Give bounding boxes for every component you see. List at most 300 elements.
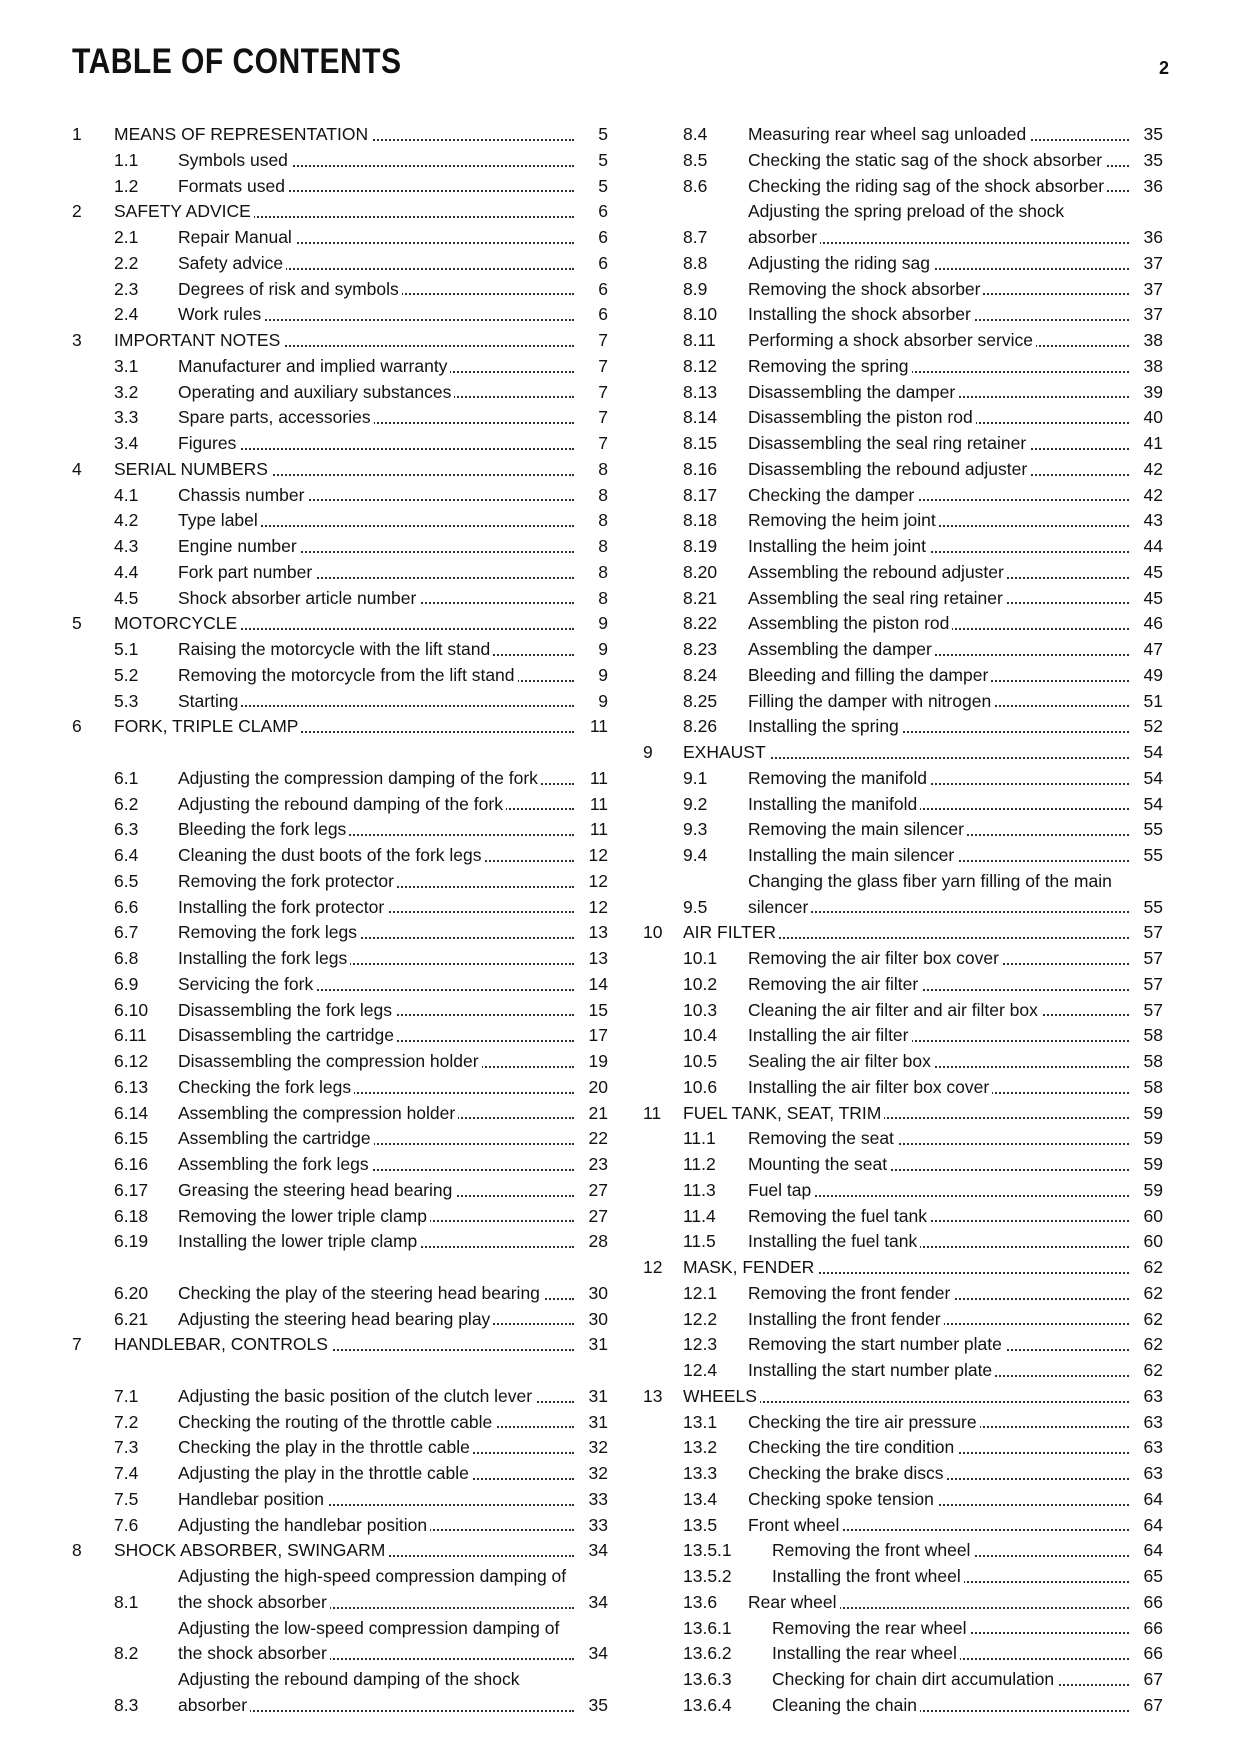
toc-entry-page: 5 bbox=[598, 149, 608, 170]
toc-entry-title bbox=[178, 1229, 578, 1255]
toc-section-entry[interactable] bbox=[72, 1616, 608, 1668]
toc-entry-title bbox=[748, 1049, 1133, 1075]
toc-entry-title-text: Checking the fork legs bbox=[178, 1077, 354, 1097]
toc-entry-title bbox=[178, 508, 578, 534]
toc-entry-page: 44 bbox=[1143, 536, 1163, 556]
toc-section-entry[interactable] bbox=[643, 1126, 1163, 1152]
toc-entry-title-text: FORK, TRIPLE CLAMP bbox=[114, 716, 301, 736]
toc-entry-title-text: HANDLEBAR, CONTROLS bbox=[114, 1334, 331, 1354]
toc-entry-title bbox=[178, 843, 578, 869]
toc-chapter-entry[interactable] bbox=[643, 1255, 1163, 1281]
toc-entry-title bbox=[772, 1641, 1133, 1667]
toc-section-entry[interactable] bbox=[643, 817, 1163, 843]
toc-entry-number: 8.15 bbox=[683, 433, 718, 453]
toc-entry-title-text: Adjusting the rebound damping of the shock absorber bbox=[178, 1669, 520, 1715]
toc-chapter-entry[interactable] bbox=[72, 1332, 608, 1358]
toc-entry-number: 7.6 bbox=[114, 1514, 139, 1535]
toc-entry-number: 7.4 bbox=[114, 1463, 139, 1483]
toc-entry-title-text: Removing the fork legs bbox=[178, 922, 360, 942]
toc-chapter-entry[interactable] bbox=[72, 328, 608, 354]
toc-entry-number: 7.5 bbox=[114, 1488, 139, 1509]
toc-section-entry[interactable] bbox=[643, 1332, 1163, 1358]
toc-entry-number: 4.1 bbox=[114, 484, 139, 505]
toc-entry-number: 8.8 bbox=[683, 252, 708, 273]
toc-entry-title bbox=[748, 431, 1133, 457]
toc-entry-title bbox=[748, 998, 1133, 1024]
toc-entry-title-text: Cleaning the air filter and air filter box bbox=[748, 1000, 1041, 1020]
toc-section-entry[interactable] bbox=[72, 1358, 608, 1410]
toc-section-entry[interactable] bbox=[643, 637, 1163, 663]
toc-entry-title-text: SERIAL NUMBERS bbox=[114, 459, 271, 479]
toc-entry-title-text: Symbols used bbox=[178, 150, 291, 170]
toc-entry-number: 6.14 bbox=[114, 1102, 149, 1123]
toc-section-entry[interactable] bbox=[643, 174, 1163, 200]
toc-entry-title bbox=[178, 302, 578, 328]
toc-entry-title bbox=[178, 1384, 578, 1410]
toc-entry-number: 5 bbox=[72, 613, 82, 634]
toc-entry-title-text: Bleeding the fork legs bbox=[178, 819, 349, 839]
toc-section-entry[interactable] bbox=[643, 843, 1163, 869]
toc-entry-title-text: Performing a shock absorber service bbox=[748, 330, 1036, 350]
toc-entry-number: 2.3 bbox=[114, 278, 139, 299]
toc-section-entry[interactable] bbox=[643, 534, 1163, 560]
toc-entry-page: 58 bbox=[1143, 1051, 1163, 1071]
toc-entry-title bbox=[114, 328, 578, 354]
toc-section-entry[interactable] bbox=[72, 560, 608, 586]
toc-section-entry[interactable] bbox=[72, 946, 608, 972]
toc-section-entry[interactable] bbox=[72, 1435, 608, 1461]
toc-entry-page: 6 bbox=[598, 227, 608, 247]
toc-section-entry[interactable] bbox=[643, 869, 1163, 921]
toc-entry-title bbox=[748, 508, 1133, 534]
toc-section-entry[interactable] bbox=[72, 663, 608, 689]
toc-entry-title-text: Work rules bbox=[178, 304, 264, 324]
toc-entry-title-text: Starting bbox=[178, 691, 241, 711]
toc-section-entry[interactable] bbox=[72, 1204, 608, 1230]
toc-section-entry[interactable] bbox=[72, 1126, 608, 1152]
toc-entry-title-text: Disassembling the piston rod bbox=[748, 407, 976, 427]
toc-entry-title-text: Shock absorber article number bbox=[178, 588, 419, 608]
toc-entry-title bbox=[178, 251, 578, 277]
toc-chapter-entry[interactable] bbox=[72, 1538, 608, 1564]
toc-entry-number: 6.10 bbox=[114, 999, 149, 1020]
toc-section-entry[interactable] bbox=[72, 1255, 608, 1307]
toc-entry-page: 7 bbox=[598, 330, 608, 350]
toc-entry-title-text: Adjusting the handlebar position bbox=[178, 1515, 430, 1535]
toc-entry-title bbox=[178, 1667, 578, 1719]
toc-section-entry[interactable] bbox=[643, 431, 1163, 457]
toc-section-entry[interactable] bbox=[643, 251, 1163, 277]
toc-entry-number: 10.3 bbox=[683, 999, 718, 1020]
toc-section-entry[interactable] bbox=[72, 354, 608, 380]
toc-section-entry[interactable] bbox=[643, 1564, 1163, 1590]
toc-entry-title-text: Mounting the seat bbox=[748, 1154, 890, 1174]
toc-entry-title-text: Assembling the piston rod bbox=[748, 613, 952, 633]
toc-entry-title bbox=[772, 1667, 1133, 1693]
toc-entry-title bbox=[748, 122, 1133, 148]
toc-section-entry[interactable] bbox=[643, 1049, 1163, 1075]
toc-section-entry[interactable] bbox=[72, 920, 608, 946]
toc-section-entry[interactable] bbox=[643, 1358, 1163, 1384]
toc-section-entry[interactable] bbox=[72, 302, 608, 328]
toc-entry-number: 10 bbox=[643, 922, 663, 943]
toc-entry-number: 9.2 bbox=[683, 793, 708, 814]
toc-entry-title bbox=[178, 972, 578, 998]
toc-entry-page: 59 bbox=[1143, 1154, 1163, 1174]
toc-entry-title-text: SAFETY ADVICE bbox=[114, 201, 254, 221]
toc-entry-number: 9.1 bbox=[683, 767, 708, 788]
toc-section-entry[interactable] bbox=[643, 946, 1163, 972]
toc-entry-page: 66 bbox=[1143, 1643, 1163, 1664]
toc-entry-page: 63 bbox=[1143, 1385, 1163, 1406]
toc-entry-title bbox=[748, 1410, 1133, 1436]
toc-entry-page: 20 bbox=[588, 1076, 608, 1097]
toc-section-entry[interactable] bbox=[643, 354, 1163, 380]
toc-section-entry[interactable] bbox=[72, 431, 608, 457]
toc-section-entry[interactable] bbox=[72, 1075, 608, 1101]
toc-entry-number: 11.3 bbox=[683, 1179, 716, 1200]
toc-entry-title bbox=[748, 328, 1133, 354]
toc-section-entry[interactable] bbox=[643, 1410, 1163, 1436]
toc-section-entry[interactable] bbox=[72, 586, 608, 612]
toc-entry-title bbox=[748, 1513, 1133, 1539]
toc-entry-page: 65 bbox=[1143, 1566, 1163, 1586]
toc-entry-title bbox=[748, 457, 1133, 483]
toc-section-entry[interactable] bbox=[643, 663, 1163, 689]
toc-section-entry[interactable] bbox=[643, 1590, 1163, 1616]
toc-section-entry[interactable] bbox=[72, 277, 608, 303]
toc-chapter-entry[interactable] bbox=[72, 199, 608, 225]
toc-entry-page: 49 bbox=[1143, 664, 1163, 685]
toc-entry-title-text: Removing the manifold bbox=[748, 768, 930, 788]
toc-chapter-entry[interactable] bbox=[643, 1101, 1163, 1127]
toc-section-entry[interactable] bbox=[643, 1435, 1163, 1461]
toc-entry-title bbox=[748, 663, 1133, 689]
toc-entry-title-text: Disassembling the rebound adjuster bbox=[748, 459, 1030, 479]
toc-entry-page: 54 bbox=[1143, 742, 1163, 762]
toc-section-entry[interactable] bbox=[643, 689, 1163, 715]
toc-entry-title bbox=[178, 1513, 578, 1539]
toc-section-entry[interactable] bbox=[72, 1229, 608, 1255]
toc-section-entry[interactable] bbox=[72, 225, 608, 251]
toc-entry-title-text: Adjusting the play in the throttle cable bbox=[178, 1463, 472, 1483]
toc-entry-number: 12.4 bbox=[683, 1360, 718, 1380]
toc-section-entry[interactable] bbox=[643, 199, 1163, 251]
toc-section-entry[interactable] bbox=[72, 1023, 608, 1049]
toc-entry-page: 38 bbox=[1143, 330, 1163, 350]
toc-entry-title-text: Assembling the rebound adjuster bbox=[748, 562, 1007, 582]
toc-entry-title bbox=[748, 869, 1133, 921]
toc-section-entry[interactable] bbox=[72, 689, 608, 715]
toc-entry-number: 6.16 bbox=[114, 1154, 149, 1174]
toc-entry-number: 8.6 bbox=[683, 175, 708, 196]
toc-section-entry[interactable] bbox=[72, 998, 608, 1024]
toc-entry-page: 15 bbox=[588, 999, 608, 1020]
toc-entry-number: 8.25 bbox=[683, 690, 718, 711]
toc-section-entry[interactable] bbox=[643, 1204, 1163, 1230]
toc-entry-title-text: Removing the front wheel bbox=[772, 1540, 973, 1560]
toc-chapter-entry[interactable] bbox=[72, 714, 608, 740]
toc-entry-title bbox=[772, 1564, 1133, 1590]
toc-section-entry[interactable] bbox=[643, 1152, 1163, 1178]
toc-entry-page: 27 bbox=[588, 1179, 608, 1200]
toc-entry-title bbox=[748, 534, 1133, 560]
toc-section-entry[interactable] bbox=[72, 740, 608, 792]
toc-section-entry[interactable] bbox=[643, 1538, 1163, 1564]
toc-entry-number: 4.3 bbox=[114, 536, 139, 556]
toc-entry-number: 13.6.4 bbox=[683, 1694, 732, 1715]
toc-entry-page: 62 bbox=[1143, 1257, 1163, 1277]
toc-entry-title-text: Adjusting the high-speed compression damping of the shock absorber bbox=[178, 1566, 567, 1612]
toc-entry-page: 62 bbox=[1143, 1282, 1163, 1303]
toc-entry-number: 8.12 bbox=[683, 355, 718, 376]
toc-entry-number: 8.26 bbox=[683, 716, 718, 737]
toc-section-entry[interactable] bbox=[643, 560, 1163, 586]
toc-entry-title-text: Greasing the steering head bearing bbox=[178, 1180, 455, 1200]
toc-section-entry[interactable] bbox=[643, 1616, 1163, 1642]
toc-entry-title-text: Raising the motorcycle with the lift stand bbox=[178, 639, 493, 659]
toc-entry-page: 11 bbox=[589, 716, 608, 737]
toc-entry-number: 8.1 bbox=[114, 1591, 139, 1612]
toc-entry-page: 23 bbox=[588, 1154, 608, 1174]
toc-entry-title-text: IMPORTANT NOTES bbox=[114, 330, 283, 350]
toc-entry-title-text: Fuel tap bbox=[748, 1180, 814, 1200]
toc-entry-number: 6.12 bbox=[114, 1051, 149, 1071]
toc-entry-page: 8 bbox=[598, 458, 608, 479]
toc-chapter-entry[interactable] bbox=[72, 611, 608, 637]
toc-entry-page: 64 bbox=[1143, 1488, 1163, 1509]
toc-entry-title bbox=[748, 1023, 1133, 1049]
toc-section-entry[interactable] bbox=[643, 1667, 1163, 1693]
toc-section-entry[interactable] bbox=[72, 405, 608, 431]
toc-entry-title bbox=[683, 1384, 1133, 1410]
toc-entry-title-text: Sealing the air filter box bbox=[748, 1051, 934, 1071]
toc-entry-page: 33 bbox=[588, 1488, 608, 1509]
toc-section-entry[interactable] bbox=[72, 174, 608, 200]
toc-section-entry[interactable] bbox=[643, 766, 1163, 792]
toc-entry-title-text: Installing the heim joint bbox=[748, 536, 929, 556]
toc-entry-title-text: Checking for chain dirt accumulation bbox=[772, 1669, 1057, 1689]
toc-entry-number: 8.11 bbox=[683, 330, 716, 350]
toc-entry-page: 13 bbox=[588, 948, 608, 968]
toc-entry-number: 1 bbox=[72, 124, 82, 144]
toc-entry-title bbox=[114, 1332, 578, 1358]
toc-entry-title bbox=[748, 251, 1133, 277]
toc-entry-number: 13.5 bbox=[683, 1514, 718, 1535]
toc-section-entry[interactable] bbox=[643, 792, 1163, 818]
toc-entry-title-text: Disassembling the compression holder bbox=[178, 1051, 482, 1071]
toc-section-entry[interactable] bbox=[72, 637, 608, 663]
toc-section-entry[interactable] bbox=[643, 1641, 1163, 1667]
toc-entry-title bbox=[178, 1281, 578, 1307]
toc-entry-page: 60 bbox=[1143, 1205, 1163, 1226]
toc-section-entry[interactable] bbox=[643, 714, 1163, 740]
toc-section-entry[interactable] bbox=[643, 508, 1163, 534]
toc-section-entry[interactable] bbox=[643, 457, 1163, 483]
toc-chapter-entry[interactable] bbox=[72, 122, 608, 148]
toc-entry-page: 57 bbox=[1143, 999, 1163, 1020]
toc-entry-page: 62 bbox=[1143, 1360, 1163, 1380]
toc-entry-title bbox=[748, 1307, 1133, 1333]
toc-section-entry[interactable] bbox=[72, 1667, 608, 1719]
toc-entry-title-text: FUEL TANK, SEAT, TRIM bbox=[683, 1103, 884, 1123]
toc-entry-number: 12.1 bbox=[683, 1282, 718, 1303]
toc-entry-page: 57 bbox=[1143, 973, 1163, 994]
toc-entry-title bbox=[178, 1204, 578, 1230]
toc-section-entry[interactable] bbox=[643, 1075, 1163, 1101]
toc-entry-title-text: Removing the rear wheel bbox=[772, 1618, 970, 1638]
toc-section-entry[interactable] bbox=[643, 483, 1163, 509]
toc-section-entry[interactable] bbox=[72, 1410, 608, 1436]
toc-entry-title-text: Checking the static sag of the shock absorber bbox=[748, 150, 1105, 170]
toc-chapter-entry[interactable] bbox=[643, 1384, 1163, 1410]
toc-entry-number: 11.4 bbox=[683, 1205, 716, 1226]
toc-entry-title bbox=[748, 174, 1133, 200]
toc-entry-title bbox=[178, 663, 578, 689]
toc-entry-number: 3.4 bbox=[114, 433, 139, 453]
toc-section-entry[interactable] bbox=[72, 817, 608, 843]
toc-section-entry[interactable] bbox=[643, 998, 1163, 1024]
toc-entry-title-text: Removing the air filter bbox=[748, 974, 921, 994]
toc-entry-number: 13.6.3 bbox=[683, 1669, 732, 1689]
toc-section-entry[interactable] bbox=[72, 251, 608, 277]
toc-section-entry[interactable] bbox=[72, 843, 608, 869]
toc-entry-page: 63 bbox=[1143, 1411, 1163, 1432]
toc-section-entry[interactable] bbox=[72, 1178, 608, 1204]
toc-entry-number: 4.5 bbox=[114, 587, 139, 608]
toc-section-entry[interactable] bbox=[72, 508, 608, 534]
toc-entry-number: 10.1 bbox=[683, 948, 718, 968]
toc-entry-page: 58 bbox=[1143, 1025, 1163, 1046]
toc-section-entry[interactable] bbox=[72, 1487, 608, 1513]
toc-section-entry[interactable] bbox=[72, 148, 608, 174]
toc-section-entry[interactable] bbox=[643, 302, 1163, 328]
toc-section-entry[interactable] bbox=[643, 1487, 1163, 1513]
toc-entry-page: 9 bbox=[598, 690, 608, 711]
toc-entry-number: 8.22 bbox=[683, 613, 718, 634]
toc-entry-title-text: AIR FILTER bbox=[683, 922, 779, 942]
toc-entry-page: 5 bbox=[598, 124, 608, 144]
toc-chapter-entry[interactable] bbox=[643, 740, 1163, 766]
toc-chapter-entry[interactable] bbox=[643, 920, 1163, 946]
toc-entry-title-text: Filling the damper with nitrogen bbox=[748, 691, 994, 711]
toc-entry-title-text: Chassis number bbox=[178, 485, 307, 505]
toc-entry-title-text: Checking the play of the steering head bearing bbox=[178, 1283, 543, 1303]
toc-entry-number: 2.2 bbox=[114, 252, 139, 273]
toc-entry-page: 59 bbox=[1143, 1179, 1163, 1200]
toc-entry-number: 3 bbox=[72, 330, 82, 350]
toc-section-entry[interactable] bbox=[643, 1229, 1163, 1255]
toc-entry-title-text: Changing the glass fiber yarn filling of the main silencer bbox=[748, 870, 1112, 917]
toc-section-entry[interactable] bbox=[643, 148, 1163, 174]
toc-section-entry[interactable] bbox=[72, 1101, 608, 1127]
toc-section-entry[interactable] bbox=[72, 1513, 608, 1539]
toc-entry-title-text: Removing the start number plate bbox=[748, 1334, 1005, 1354]
toc-entry-title-text: Checking the play in the throttle cable bbox=[178, 1437, 473, 1457]
toc-section-entry[interactable] bbox=[72, 869, 608, 895]
toc-entry-page: 12 bbox=[588, 870, 608, 891]
toc-entry-number: 6.5 bbox=[114, 870, 139, 891]
toc-section-entry[interactable] bbox=[643, 1023, 1163, 1049]
toc-entry-title bbox=[178, 560, 578, 586]
toc-section-entry[interactable] bbox=[643, 405, 1163, 431]
toc-section-entry[interactable] bbox=[643, 1461, 1163, 1487]
toc-section-entry[interactable] bbox=[643, 277, 1163, 303]
toc-entry-number: 8.19 bbox=[683, 536, 718, 556]
toc-section-entry[interactable] bbox=[643, 1178, 1163, 1204]
toc-entry-page: 9 bbox=[598, 613, 608, 634]
toc-chapter-entry[interactable] bbox=[72, 457, 608, 483]
toc-entry-number: 9.4 bbox=[683, 845, 708, 865]
toc-section-entry[interactable] bbox=[643, 1513, 1163, 1539]
toc-section-entry[interactable] bbox=[72, 1152, 608, 1178]
toc-entry-title bbox=[178, 1178, 578, 1204]
toc-entry-title bbox=[772, 1693, 1133, 1719]
toc-entry-title bbox=[178, 1075, 578, 1101]
toc-section-entry[interactable] bbox=[72, 895, 608, 921]
toc-entry-number: 11.5 bbox=[683, 1231, 716, 1252]
toc-section-entry[interactable] bbox=[643, 380, 1163, 406]
toc-entry-number: 8.7 bbox=[683, 227, 708, 247]
toc-entry-number: 7.2 bbox=[114, 1411, 139, 1432]
toc-section-entry[interactable] bbox=[72, 380, 608, 406]
toc-entry-page: 21 bbox=[588, 1102, 608, 1123]
toc-section-entry[interactable] bbox=[643, 1281, 1163, 1307]
toc-section-entry[interactable] bbox=[72, 1564, 608, 1616]
toc-entry-page: 7 bbox=[598, 433, 608, 453]
toc-section-entry[interactable] bbox=[72, 1049, 608, 1075]
toc-column-right bbox=[643, 122, 1163, 1719]
toc-entry-title-text: Fork part number bbox=[178, 562, 315, 582]
toc-entry-number: 7.3 bbox=[114, 1437, 139, 1458]
toc-section-entry[interactable] bbox=[72, 972, 608, 998]
toc-entry-title-text: Checking the tire air pressure bbox=[748, 1412, 980, 1432]
toc-section-entry[interactable] bbox=[72, 1461, 608, 1487]
toc-section-entry[interactable] bbox=[643, 1307, 1163, 1333]
toc-entry-number: 8.5 bbox=[683, 149, 708, 170]
toc-entry-page: 8 bbox=[598, 587, 608, 608]
toc-entry-title bbox=[748, 1204, 1133, 1230]
toc-section-entry[interactable] bbox=[72, 534, 608, 560]
toc-section-entry[interactable] bbox=[72, 1307, 608, 1333]
toc-entry-title-text: Figures bbox=[178, 433, 239, 453]
toc-section-entry[interactable] bbox=[72, 483, 608, 509]
toc-entry-title bbox=[178, 174, 578, 200]
toc-entry-title-text: Checking the damper bbox=[748, 485, 917, 505]
toc-entry-page: 11 bbox=[589, 819, 608, 840]
toc-entry-page: 63 bbox=[1143, 1437, 1163, 1458]
toc-entry-title bbox=[748, 354, 1133, 380]
toc-entry-page: 12 bbox=[588, 845, 608, 865]
toc-entry-page: 11 bbox=[589, 767, 608, 788]
toc-section-entry[interactable] bbox=[643, 972, 1163, 998]
toc-entry-number: 8.14 bbox=[683, 407, 718, 428]
toc-entry-page: 35 bbox=[588, 1694, 608, 1715]
toc-entry-number: 8.10 bbox=[683, 304, 718, 325]
toc-entry-title-text: Installing the manifold bbox=[748, 794, 920, 814]
toc-section-entry[interactable] bbox=[643, 328, 1163, 354]
toc-entry-title bbox=[748, 199, 1133, 251]
toc-entry-page: 14 bbox=[588, 973, 608, 994]
toc-section-entry[interactable] bbox=[72, 792, 608, 818]
toc-section-entry[interactable] bbox=[643, 586, 1163, 612]
toc-section-entry[interactable] bbox=[643, 122, 1163, 148]
toc-section-entry[interactable] bbox=[643, 1693, 1163, 1719]
toc-entry-title bbox=[683, 740, 1133, 766]
toc-entry-page: 41 bbox=[1143, 433, 1163, 453]
toc-entry-number: 12.3 bbox=[683, 1334, 718, 1355]
toc-section-entry[interactable] bbox=[643, 611, 1163, 637]
